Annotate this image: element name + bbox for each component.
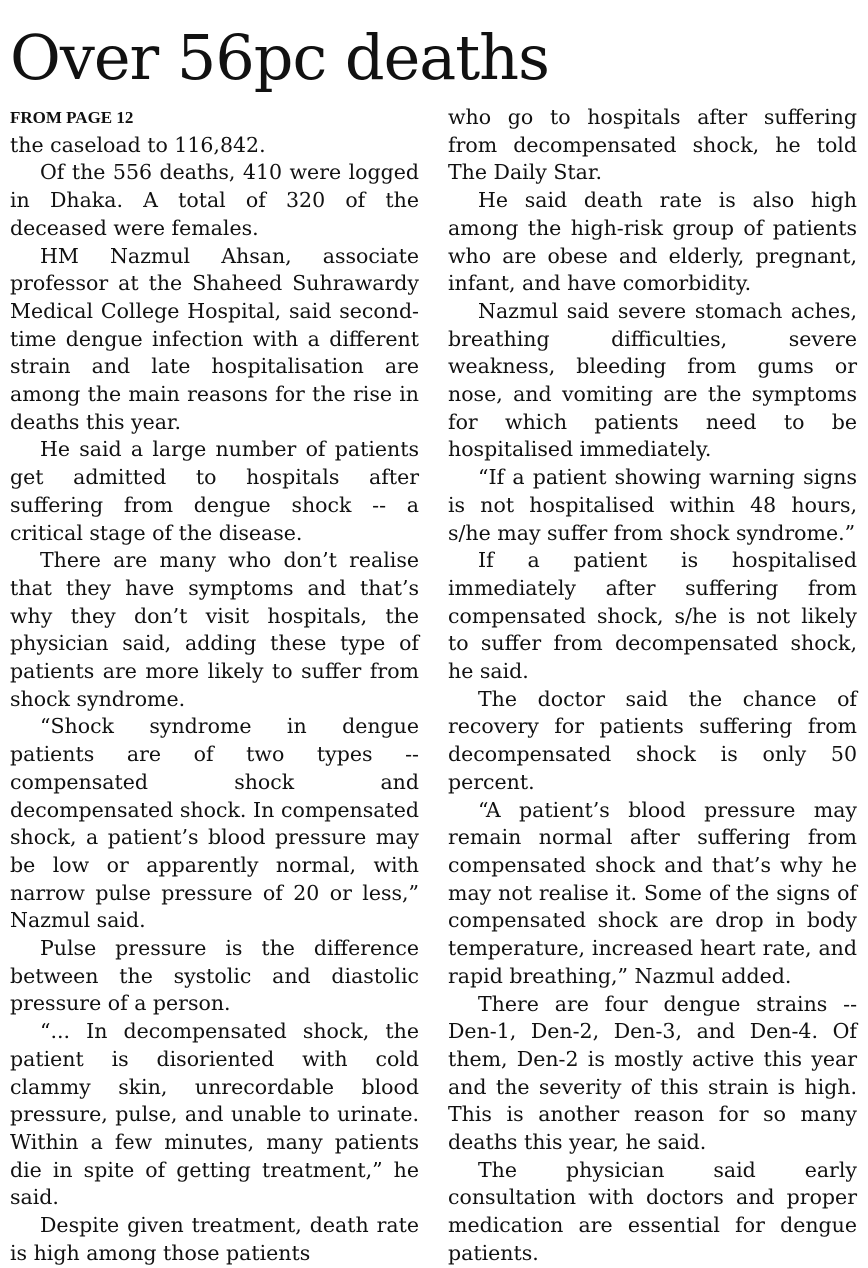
paragraph: There are many who don’t realise that they have symptoms and that’s why they don’t visit hospitals, the physician said, adding these type of patients are more likely to suffer from shock syndrome. [10,548,419,711]
paragraph: Despite given treatment, death rate is high among those patients [10,1213,419,1265]
paragraph: There are four dengue strains -- Den-1, Den-2, Den-3, and Den-4. Of them, Den-2 is mostly active this year and the severity of this strain is high. This is another reason for so many deaths this year, he said. [448,991,857,1155]
paragraph: “A patient’s blood pressure may remain normal after suffering from compensated shock and that’s why he may not realise it. Some of the signs of compensated shock are drop in body temperature, increased heart rate, and rapid breathing,” Nazmul added. [448,797,857,988]
paragraph: He said death rate is also high among the high-risk group of patients who are obese and elderly, pregnant, infant, and have comorbidity. [448,188,857,296]
paragraph: Nazmul said severe stomach aches, breathing difficulties, severe weakness, bleeding from gums or nose, and vomiting are the symptoms for which patients need to be hospitalised immediately. [448,298,857,462]
paragraph: “... In decompensated shock, the patient is disoriented with cold clammy skin, unrecordable blood pressure, pulse, and unable to urinate. Within a few minutes, many patients die in spite of getting treatment,” he said. [10,1019,419,1210]
article-column-right [448,104,857,1268]
paragraph: Of the 556 deaths, 410 were logged in Dhaka. A total of 320 of the deceased were females. [10,160,419,240]
paragraph: The doctor said the chance of recovery for patients suffering from decompensated shock is only 50 percent. [448,686,857,794]
paragraph: “Shock syndrome in dengue patients are of two types -- compensated shock and decompensated shock. In compensated shock, a patient’s blood pressure may be low or apparently normal, with narrow pulse pressure of 20 or less,” Nazmul said. [10,714,419,933]
paragraph: who go to hospitals after suffering from decompensated shock, he told The Daily Star. [448,105,857,185]
article-column-left [10,104,419,1268]
paragraph: If a patient is hospitalised immediately after suffering from compensated shock, s/he is not likely to suffer from decompensated shock, he said. [448,548,857,684]
paragraph: The physician said early consultation with doctors and proper medication are essential for dengue patients. [448,1157,857,1265]
paragraph: Pulse pressure is the difference between the systolic and diastolic pressure of a person. [10,936,419,1016]
paragraph: HM Nazmul Ahsan, associate professor at the Shaheed Suhrawardy Medical College Hospital, said second-time dengue infection with a different strain and late hospitalisation are among the main reasons for the rise in deaths this year. [10,243,419,434]
paragraph: He said a large number of patients get admitted to hospitals after suffering from dengue shock -- a critical stage of the disease. [10,437,419,545]
jump-line: FROM PAGE 12 [10,108,134,127]
paragraph: “If a patient showing warning signs is not hospitalised within 48 hours, s/he may suffer from shock syndrome.” [448,465,857,545]
headline: Over 56pc deaths [10,21,549,94]
paragraph: the caseload to 116,842. [10,132,266,157]
